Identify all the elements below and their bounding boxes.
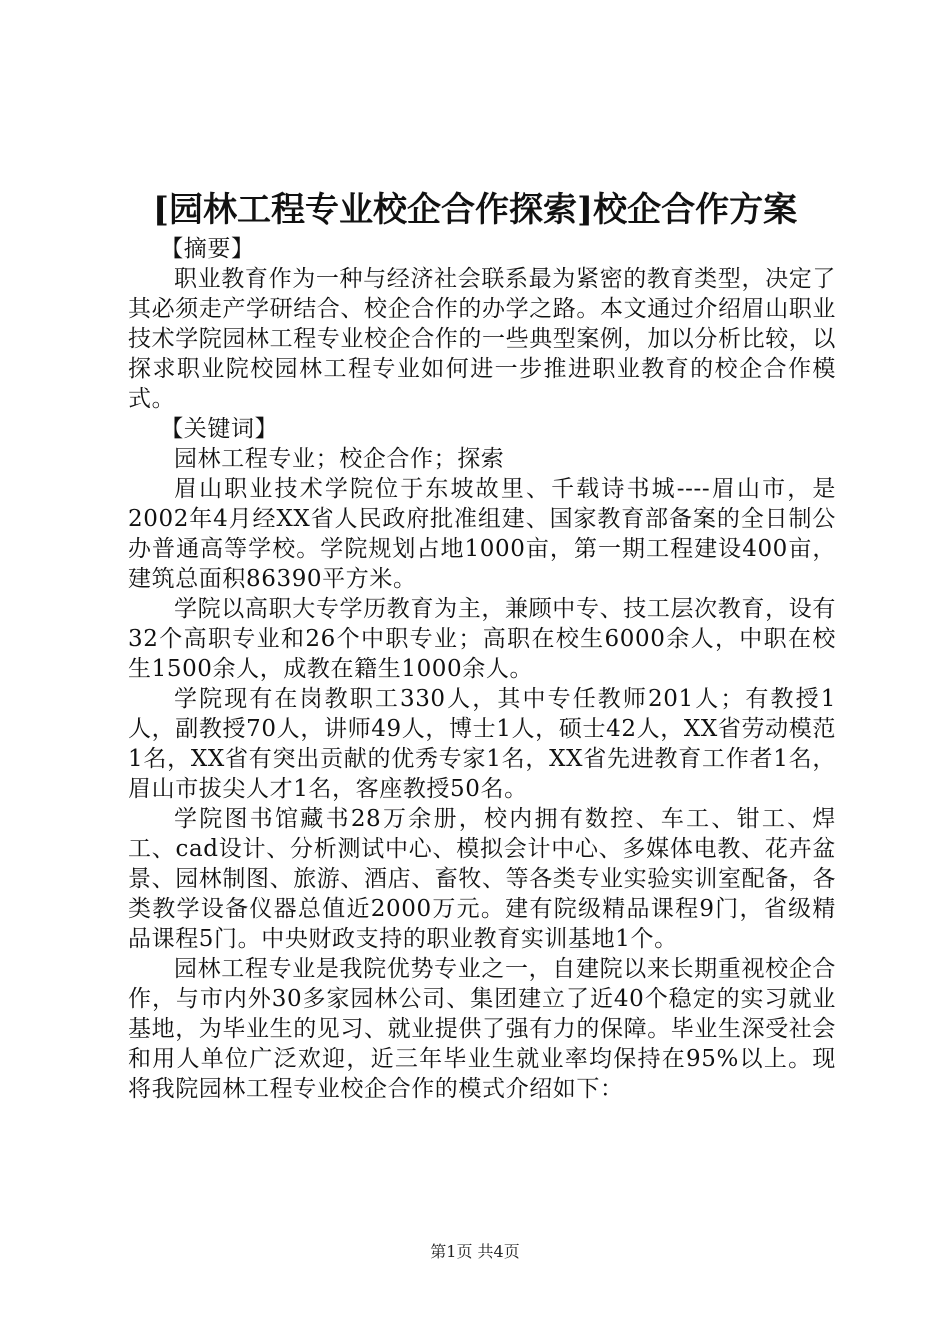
keywords-label: 【关键词】 — [160, 416, 279, 442]
body-paragraph: 眉山职业技术学院位于东坡故里、千载诗书城----眉山市，是2002年4月经XX省人民政府批准组建、国家教育部备案的全日制公办普通高等学校。学院规划占地1000亩，第一期工程建设400亩，建筑总面积86390平方米。 — [128, 476, 836, 592]
page-footer: 第1页 共4页 — [430, 1242, 520, 1261]
abstract-paragraph: 职业教育作为一种与经济社会联系最为紧密的教育类型，决定了其必须走产学研结合、校企合作的办学之路。本文通过介绍眉山职业技术学院园林工程专业校企合作的一些典型案例，加以分析比较，以探求职业院校园林工程专业如何进一步推进职业教育的校企合作模式。 — [128, 266, 836, 412]
body-paragraph: 学院以高职大专学历教育为主，兼顾中专、技工层次教育，设有32个高职专业和26个中职专业；高职在校生6000余人，中职在校生1500余人，成教在籍生1000余人。 — [128, 596, 836, 682]
abstract-label: 【摘要】 — [160, 236, 255, 262]
body-paragraph: 园林工程专业是我院优势专业之一，自建院以来长期重视校企合作，与市内外30多家园林公司、集团建立了近40个稳定的实习就业基地，为毕业生的见习、就业提供了强有力的保障。毕业生深受社会和用人单位广泛欢迎，近三年毕业生就业率均保持在95%以上。现将我院园林工程专业校企合作的模式介绍如下： — [128, 956, 836, 1102]
body-paragraph: 学院现有在岗教职工330人，其中专任教师201人；有教授1人，副教授70人，讲师49人，博士1人，硕士42人，XX省劳动模范1名，XX省有突出贡献的优秀专家1名，XX省先进教育工作者1名，眉山市拔尖人才1名，客座教授50名。 — [128, 686, 836, 802]
body-paragraph: 学院图书馆藏书28万余册，校内拥有数控、车工、钳工、焊工、cad设计、分析测试中心、模拟会计中心、多媒体电教、花卉盆景、园林制图、旅游、酒店、畜牧、等各类专业实验实训室配备，各类教学设备仪器总值近2000万元。建有院级精品课程9门，省级精品课程5门。中央财政支持的职业教育实训基地1个。 — [128, 806, 836, 952]
keywords-paragraph: 园林工程专业；校企合作；探索 — [174, 446, 505, 472]
document-title: [园林工程专业校企合作探索]校企合作方案 — [152, 190, 798, 230]
document-body — [128, 234, 836, 1104]
